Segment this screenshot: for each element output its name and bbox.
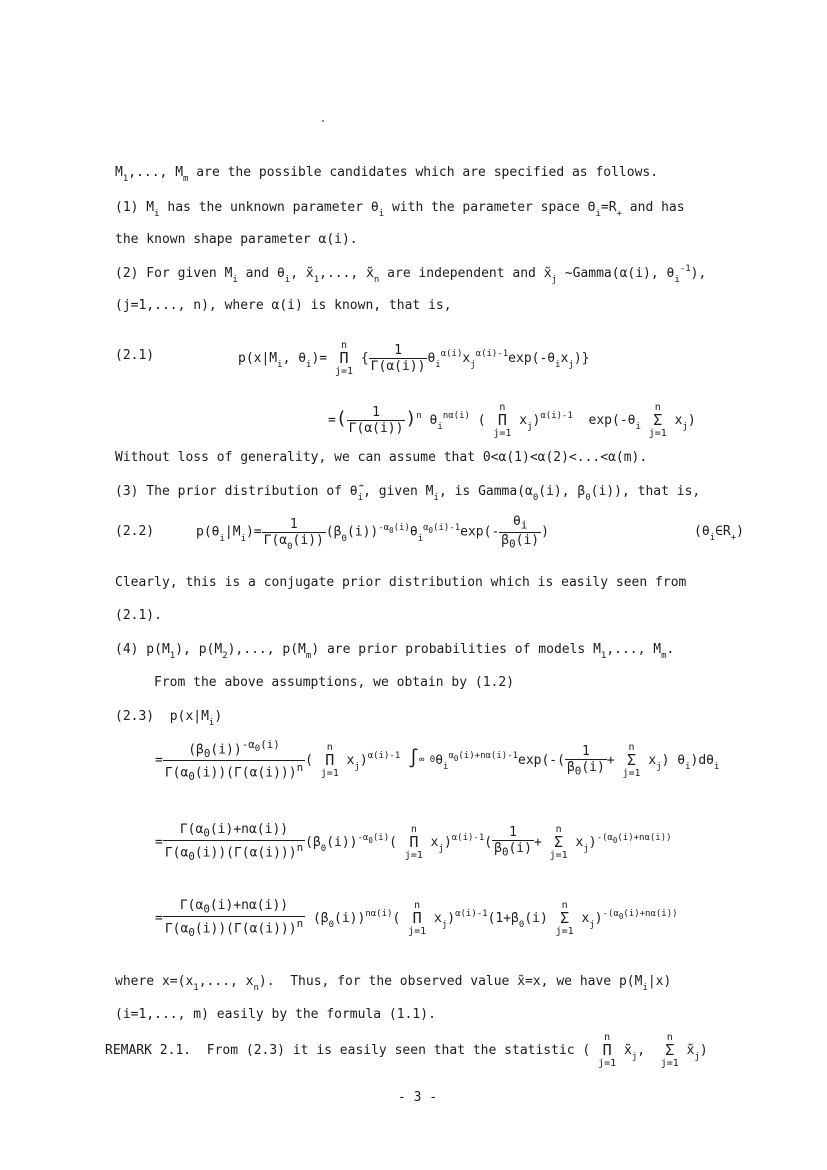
item1-line2: the known shape parameter α(i).	[115, 232, 358, 247]
where-line2: (i=1,..., m) easily by the formula (1.1).	[115, 1007, 436, 1022]
remark-line: REMARK 2.1. From (2.3) it is easily seen that the statistic ( n Π j=1 $x̃_j$, n Σ j=1 $x̃_j$)	[105, 1032, 708, 1069]
assume-line: From the above assumptions, we obtain by (1.2)	[154, 675, 515, 690]
page-number: - 3 -	[398, 1090, 438, 1105]
conjugate-line1: Clearly, this is a conjugate prior distribution which is easily seen from	[115, 575, 687, 590]
item2-line2: (j=1,..., n), where α(i) is known, that is,	[115, 298, 452, 313]
eq22-domain: $(\theta_i\in R_+)$	[694, 524, 744, 543]
eq23-line3: = $\frac{\Gamma(\alpha_0(i)+n\alpha(i))}{\Gamma(\alpha_0(i))(\Gamma(\alpha(i)))^n}$ $(\beta_0(i))^{n\alpha(i)}$( n Π j=1 $x_j)^{\alpha(i)-1}(1+\beta_0(i)$ n Σ j=1 $x_j)^{-(\alpha_0(i)+n\alpha(i))}$	[155, 898, 678, 939]
eq23-label: (2.3) $p(x|M_i)$	[115, 709, 223, 728]
eq22-label: (2.2)	[115, 524, 155, 539]
eq22-body: $p(\theta_i|M_i)=$ $\frac{1}{\Gamma(\alpha_0(i))}$ $(\beta_0(i))^{-\alpha_0(i)}\theta_i^{\alpha_0(i)-1}\exp(-$ $\frac{\theta_i}{\beta_0(i)}$ )	[196, 514, 549, 552]
where-line1: where $x=(x_1$,..., $x_n$). Thus, for the observed value x̃=x, we have $p(M_i|x)$	[115, 974, 672, 993]
scan-speck	[322, 120, 324, 122]
eq21-line1: $p(x|M_i$, $\theta_i)= n$ Π j=1 { $\frac{1}{\Gamma(\alpha(i))}$ $\theta_i^{\alpha(i)}x_j^{\alpha(i)-1}\exp(-\theta_ix_j)$}	[238, 340, 590, 377]
intro-line: $M_1$,..., $M_m$ are the possible candidates which are specified as follows.	[115, 165, 659, 184]
item2-line1: (2) For given $M_i$ and $\theta_i$, $x̃_1$,..., $x̃_n$ are independent and $x̃_j$ ~Gamma(α(i), $\theta_i^{-1}$),	[115, 264, 707, 285]
eq21-line2: =( $\frac{1}{\Gamma(\alpha(i))}$ )$^n$ $\theta_i^{n\alpha(i)}$ ( n Π j=1 $x_j)^{\alpha(i)-1}$ $\exp(-\theta_i$ n Σ j=1 $x_j$)	[328, 402, 696, 439]
eq23-line2: = $\frac{\Gamma(\alpha_0(i)+n\alpha(i))}{\Gamma(\alpha_0(i))(\Gamma(\alpha(i)))^n}$ $(\beta_0(i))^{-\alpha_0(i)}$( n Π j=1 $x_j)^{\alpha(i)-1}$( $\frac{1}{\beta_0(i)}$ + n Σ j=1 $x_j)^{-(\alpha_0(i)+n\alpha(i))}$	[155, 822, 672, 863]
item3-line: (3) The prior distribution of $\thetã_i$, given $M_i$, is $Gamma(\alpha_0(i)$, $\beta_0(i)$), that is,	[115, 484, 701, 503]
item4-line: (4) $p(M_1)$, $p(M_2)$,..., $p(M_m)$ are prior probabilities of models $M_1$,..., $M_m$.	[115, 642, 675, 661]
eq23-line1: = $\frac{(\beta_0(i))^{-\alpha_0(i)}}{\Gamma(\alpha_0(i))(\Gamma(\alpha(i)))^n}$ ( n Π j=1 $x_j)^{\alpha(i)-1}$ ∫∞ $0\theta_i^{\alpha_0(i)+n\alpha(i)-1}\exp(-$( $\frac{1}{\beta_0(i)}$ + n Σ j=1 $x_j$) $\theta_i)d\theta_i$	[155, 738, 720, 783]
eq21-label: (2.1)	[115, 348, 155, 363]
conjugate-line2: (2.1).	[115, 608, 162, 623]
generality-line: Without loss of generality, we can assume that 0<α(1)<α(2)<...<α(m).	[115, 450, 648, 465]
item1-line1: (1) $M_i$ has the unknown parameter $\theta_i$ with the parameter space $\Theta_i=R_+$ and has	[115, 200, 685, 219]
